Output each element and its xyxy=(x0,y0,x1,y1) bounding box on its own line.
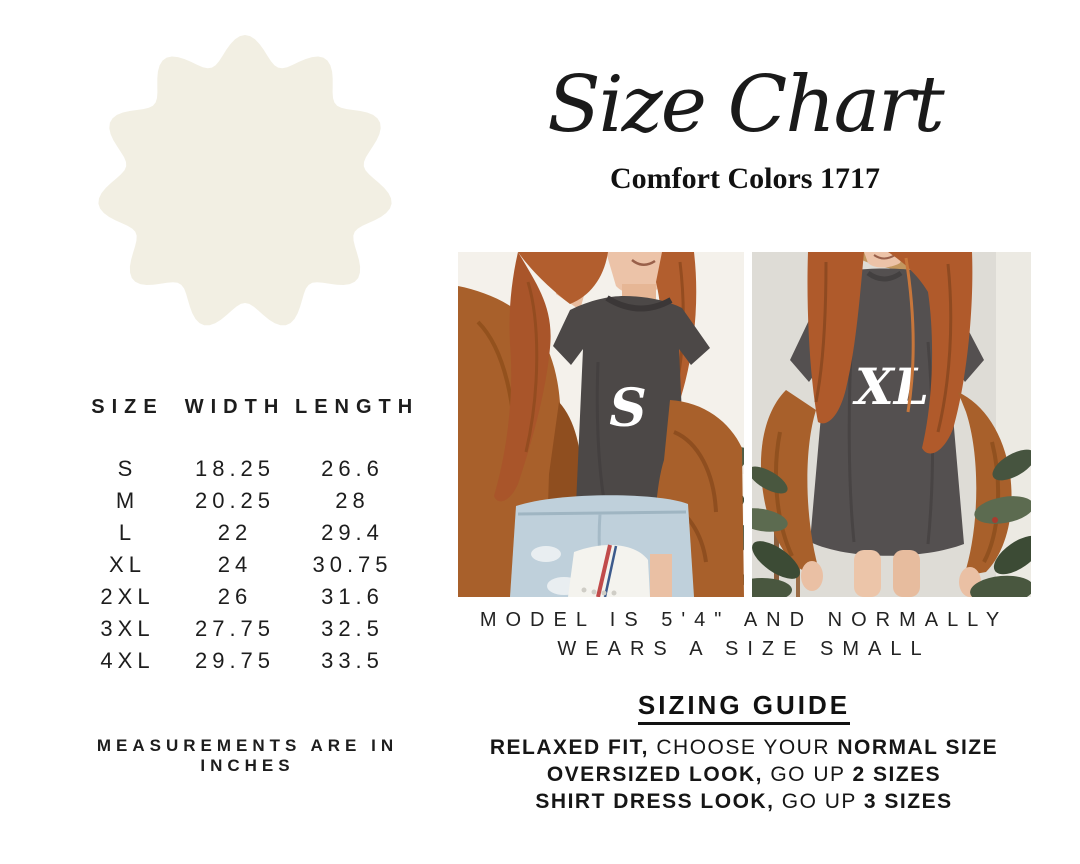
cell-size: 3XL xyxy=(100,616,155,641)
guide-line-oversized xyxy=(444,761,1044,788)
guide-regular: GO UP xyxy=(763,763,853,786)
cell-length: 33.5 xyxy=(321,648,384,673)
cell-length: 28 xyxy=(335,488,370,513)
table-spacer xyxy=(80,419,410,453)
model-photo-size-s xyxy=(458,252,744,597)
cell-length: 30.75 xyxy=(312,552,393,577)
measurements-note: MEASUREMENTS ARE IN INCHES xyxy=(96,736,399,775)
guide-bold: OVERSIZED LOOK, xyxy=(546,763,763,786)
shirt-size-letter: S xyxy=(609,378,647,439)
guide-regular: CHOOSE YOUR xyxy=(649,736,838,759)
guide-bold: 3 SIZES xyxy=(863,790,953,813)
table-row xyxy=(80,645,410,677)
header xyxy=(450,50,1040,196)
table-row xyxy=(80,549,410,581)
hand xyxy=(801,561,823,591)
cell-size: L xyxy=(118,520,137,545)
cell-size: 4XL xyxy=(100,648,155,673)
scalloped-circle-icon xyxy=(95,33,395,333)
model-note-line1: MODEL IS 5'4" AND NORMALLY xyxy=(479,609,1009,631)
cell-size: S xyxy=(117,456,138,481)
guide-line-shirtdress xyxy=(444,788,1044,815)
cell-size: M xyxy=(115,488,140,513)
table-row xyxy=(80,453,410,485)
col-header-size: SIZE xyxy=(91,396,164,418)
model-photo-size-xl xyxy=(752,252,1031,597)
table-row xyxy=(80,485,410,517)
model-photo-s-illustration xyxy=(458,252,744,597)
guide-line-relaxed xyxy=(444,734,1044,761)
guide-bold: RELAXED FIT, xyxy=(489,736,650,759)
cell-length: 29.4 xyxy=(321,520,384,545)
cell-width: 18.25 xyxy=(194,456,276,481)
cell-size: 2XL xyxy=(100,584,155,609)
page-title: Size Chart xyxy=(547,60,943,150)
berry xyxy=(992,517,998,523)
guide-bold: 2 SIZES xyxy=(852,763,942,786)
cell-size: XL xyxy=(109,552,146,577)
ankle xyxy=(650,554,672,597)
guide-regular: GO UP xyxy=(774,790,864,813)
sizing-guide xyxy=(444,690,1044,815)
sizing-guide-lines xyxy=(444,734,1044,815)
cell-width: 26 xyxy=(217,584,253,609)
cell-length: 26.6 xyxy=(321,456,384,481)
table-row xyxy=(80,581,410,613)
cell-width: 20.25 xyxy=(194,488,276,513)
sizing-guide-title: SIZING GUIDE xyxy=(638,690,850,725)
page-subtitle: Comfort Colors 1717 xyxy=(610,162,880,195)
model-note-line2: WEARS A SIZE SMALL xyxy=(557,638,931,660)
guide-bold: SHIRT DRESS LOOK, xyxy=(535,790,775,813)
cell-width: 29.75 xyxy=(194,648,276,673)
size-table xyxy=(80,396,420,677)
col-header-length: LENGTH xyxy=(295,396,420,418)
shirt-size-letter: XL xyxy=(855,357,929,416)
cell-length: 32.5 xyxy=(321,616,384,641)
table-row xyxy=(80,517,410,549)
scalloped-badge xyxy=(95,33,395,333)
col-header-width: WIDTH xyxy=(184,396,286,418)
table-row xyxy=(80,613,410,645)
size-table-header xyxy=(80,396,420,419)
model-photo-xl-illustration xyxy=(752,252,1031,597)
model-note xyxy=(444,606,1044,664)
cell-length: 31.6 xyxy=(321,584,384,609)
guide-bold: NORMAL SIZE xyxy=(837,736,999,759)
cell-width: 24 xyxy=(217,552,253,577)
cell-width: 22 xyxy=(217,520,253,545)
cell-width: 27.75 xyxy=(194,616,276,641)
